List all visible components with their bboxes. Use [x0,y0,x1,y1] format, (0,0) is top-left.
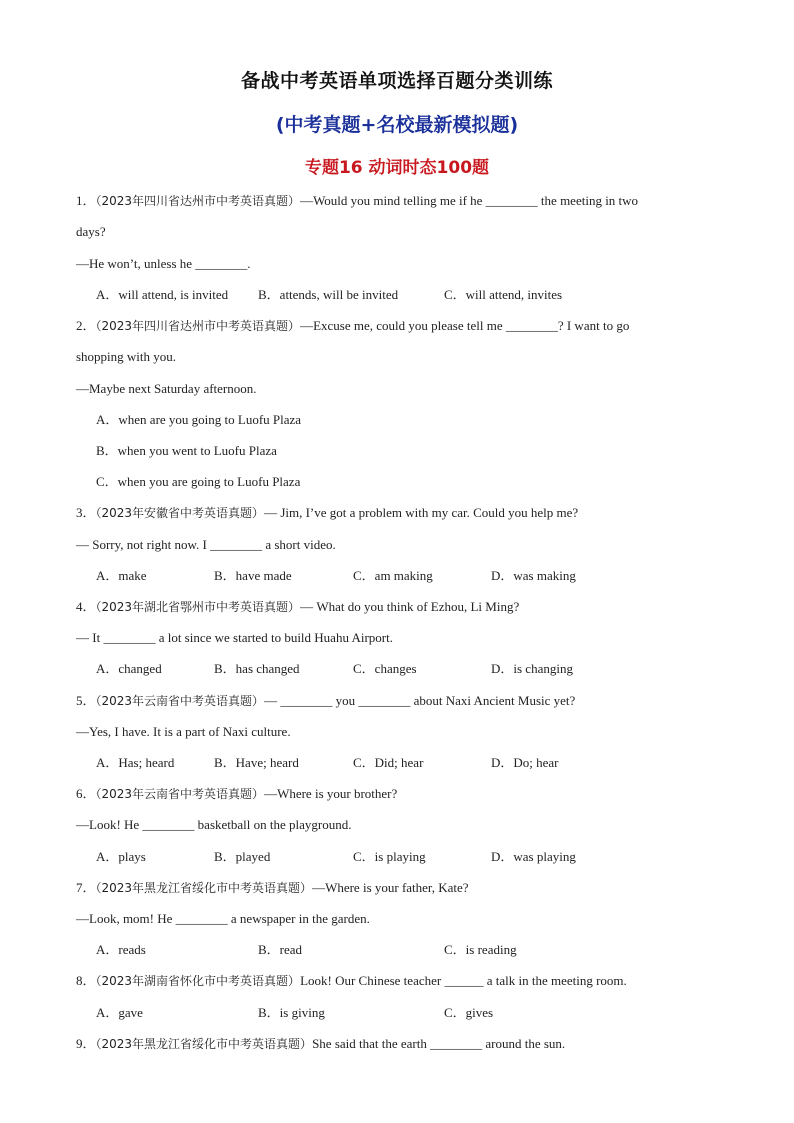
question-source: （2023年云南省中考英语真题） [95,694,265,708]
question-6-option-c: C．is playing [353,849,426,864]
question-6-response: —Look! He ________ basketball on the playground. [76,817,352,832]
question-3-option-d: D．was making [491,568,576,583]
question-text: She said that the earth ________ around the sun. [312,1036,566,1051]
question-2-stem [76,318,629,334]
question-2-option-b: B．when you went to Luofu Plaza [96,443,277,458]
question-text: — What do you think of Ezhou, Li Ming? [300,599,520,614]
question-8-option-c: C．gives [444,1005,494,1020]
question-7-option-b: B．read [258,942,303,957]
question-6-option-a: A．plays [96,849,146,864]
question-number: 3． [76,505,96,520]
question-7-response: —Look, mom! He ________ a newspaper in the garden. [76,911,370,926]
question-number: 5． [76,693,96,708]
question-4-option-c: C．changes [353,661,417,676]
question-8-stem [76,973,627,989]
question-1-stem [76,193,638,209]
question-1-option-c: C．will attend, invites [444,287,563,302]
question-5-option-b: B．Have; heard [214,755,299,770]
question-number: 7． [76,880,96,895]
question-text: — ________ you ________ about Naxi Ancient Music yet? [264,693,576,708]
question-source: （2023年黑龙江省绥化市中考英语真题） [95,881,313,895]
question-2-option-c: C．when you are going to Luofu Plaza [96,474,301,489]
question-4-option-b: B．has changed [214,661,300,676]
question-number: 8． [76,973,96,988]
question-5-option-a: A．Has; heard [96,755,175,770]
question-1-option-b: B．attends, will be invited [258,287,399,302]
document-subtitle: (中考真题+名校最新模拟题) [275,114,519,136]
question-1-response: —He won’t, unless he ________. [76,256,251,271]
question-number: 4． [76,599,96,614]
question-5-response: —Yes, I have. It is a part of Naxi culture. [76,724,291,739]
question-2-option-a: A．when are you going to Luofu Plaza [96,412,302,427]
question-number: 1． [76,193,96,208]
question-source: （2023年四川省达州市中考英语真题） [95,194,301,208]
question-source: （2023年云南省中考英语真题） [95,787,265,801]
question-source: （2023年湖北省鄂州市中考英语真题） [95,600,301,614]
question-text: —Where is your brother? [264,786,398,801]
question-source: （2023年湖南省怀化市中考英语真题） [95,974,301,988]
question-5-stem [76,693,575,709]
question-3-option-c: C．am making [353,568,433,583]
question-number: 2． [76,318,96,333]
question-text: —Excuse me, could you please tell me ________? I want to go [300,318,630,333]
question-text: —Would you mind telling me if he ________ the meeting in two [300,193,639,208]
question-4-response: — It ________ a lot since we started to build Huahu Airport. [76,630,394,645]
question-3-stem [76,505,578,521]
question-3-option-a: A．make [96,568,147,583]
document-title: 备战中考英语单项选择百题分类训练 [240,70,553,92]
question-3-option-b: B．have made [214,568,292,583]
topic-heading: 专题16 动词时态100题 [304,158,490,178]
question-number: 6． [76,786,96,801]
question-8-option-a: A．gave [96,1005,143,1020]
question-7-option-c: C．is reading [444,942,517,957]
question-2-response: —Maybe next Saturday afternoon. [76,381,257,396]
question-6-option-b: B．played [214,849,271,864]
question-4-option-d: D．is changing [491,661,573,676]
question-6-stem [76,786,397,802]
question-5-option-c: C．Did; hear [353,755,424,770]
question-1-stem-continued: days? [76,224,106,239]
question-5-option-d: D．Do; hear [491,755,559,770]
question-source: （2023年黑龙江省绥化市中考英语真题） [95,1037,313,1051]
question-4-stem [76,599,519,615]
question-3-response: — Sorry, not right now. I ________ a short video. [76,537,336,552]
question-number: 9． [76,1036,96,1051]
question-source: （2023年四川省达州市中考英语真题） [95,319,301,333]
question-1-option-a: A．will attend, is invited [96,287,229,302]
question-9-stem [76,1036,565,1052]
question-7-option-a: A．reads [96,942,146,957]
question-2-stem-continued: shopping with you. [76,349,177,364]
question-text: —Where is your father, Kate? [312,880,469,895]
question-8-option-b: B．is giving [258,1005,325,1020]
question-source: （2023年安徽省中考英语真题） [95,506,265,520]
question-text: — Jim, I’ve got a problem with my car. Could you help me? [264,505,579,520]
question-6-option-d: D．was playing [491,849,576,864]
question-text: Look! Our Chinese teacher ______ a talk in the meeting room. [300,973,627,988]
question-7-stem [76,880,469,896]
question-4-option-a: A．changed [96,661,162,676]
